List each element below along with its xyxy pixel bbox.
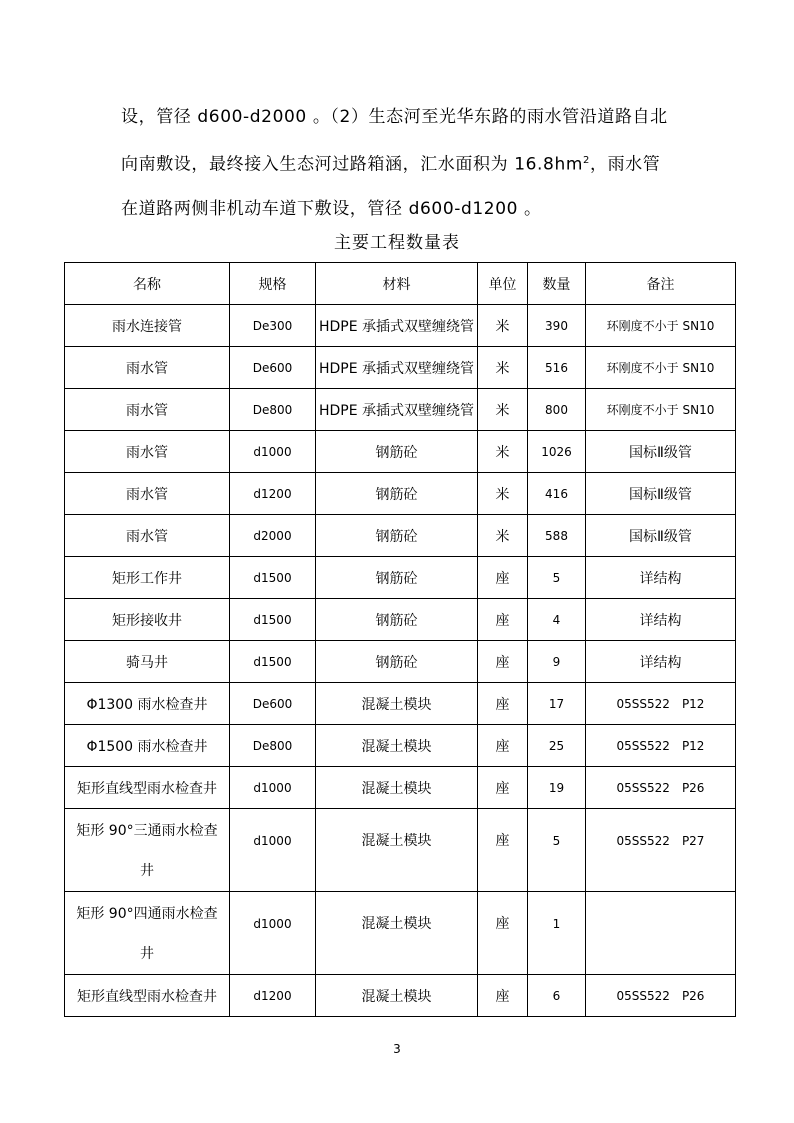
cell-spec: d1500	[230, 641, 316, 683]
cell-name: 矩形直线型雨水检查井	[65, 975, 230, 1017]
cell-quantity: 6	[528, 975, 586, 1017]
cell-quantity: 9	[528, 641, 586, 683]
page-number: 3	[393, 1042, 401, 1056]
table-row	[65, 347, 736, 389]
cell-unit: 座	[478, 809, 528, 892]
cell-remark: 环刚度不小于 SN10	[586, 389, 736, 431]
header-spec: 规格	[230, 263, 316, 305]
cell-spec: De800	[230, 389, 316, 431]
table-row	[65, 683, 736, 725]
cell-remark: 05SS522 P26	[586, 975, 736, 1017]
table-row	[65, 641, 736, 683]
cell-remark: 国标Ⅱ级管	[586, 431, 736, 473]
table-row	[65, 431, 736, 473]
cell-unit: 座	[478, 683, 528, 725]
cell-quantity: 1026	[528, 431, 586, 473]
table-row	[65, 767, 736, 809]
cell-unit: 座	[478, 767, 528, 809]
cell-material: 钢筋砼	[316, 515, 478, 557]
cell-name-line-2: 井	[140, 946, 154, 962]
paragraph-line-1: 设，管径 d600-d2000 。（2）生态河至光华东路的雨水管沿道路自北	[121, 107, 668, 127]
cell-quantity: 19	[528, 767, 586, 809]
cell-name: 矩形接收井	[65, 599, 230, 641]
cell-spec: d1500	[230, 599, 316, 641]
table-header-row	[65, 263, 736, 305]
cell-material: 混凝土模块	[316, 809, 478, 892]
cell-spec: d1000	[230, 431, 316, 473]
table-row	[65, 892, 736, 975]
cell-material: 钢筋砼	[316, 557, 478, 599]
table-row	[65, 809, 736, 892]
cell-material: 混凝土模块	[316, 683, 478, 725]
header-quantity: 数量	[528, 263, 586, 305]
cell-name-line-1: 矩形 90°四通雨水检查	[76, 906, 218, 922]
cell-quantity: 1	[528, 892, 586, 975]
cell-remark: 05SS522 P12	[586, 683, 736, 725]
cell-material: 混凝土模块	[316, 767, 478, 809]
cell-spec: De300	[230, 305, 316, 347]
cell-unit: 座	[478, 725, 528, 767]
cell-quantity: 588	[528, 515, 586, 557]
cell-remark: 详结构	[586, 599, 736, 641]
cell-unit: 座	[478, 975, 528, 1017]
cell-name: 雨水连接管	[65, 305, 230, 347]
paragraph-line-2	[121, 139, 681, 187]
cell-unit: 座	[478, 599, 528, 641]
cell-material: 钢筋砼	[316, 641, 478, 683]
header-name: 名称	[65, 263, 230, 305]
cell-spec: d1200	[230, 473, 316, 515]
cell-name: 雨水管	[65, 347, 230, 389]
cell-remark: 国标Ⅱ级管	[586, 515, 736, 557]
cell-name: 雨水管	[65, 431, 230, 473]
cell-unit: 座	[478, 557, 528, 599]
cell-material: 混凝土模块	[316, 725, 478, 767]
cell-spec: d2000	[230, 515, 316, 557]
body-paragraph	[121, 95, 681, 231]
cell-spec: d1000	[230, 892, 316, 975]
cell-material: 钢筋砼	[316, 599, 478, 641]
header-unit: 单位	[478, 263, 528, 305]
paragraph-line-2-text: 向南敷设，最终接入生态河过路箱涵，汇水面积为 16.8hm	[121, 154, 583, 175]
cell-name	[65, 809, 230, 892]
cell-unit: 米	[478, 389, 528, 431]
table-row	[65, 473, 736, 515]
table-row	[65, 975, 736, 1017]
cell-name: 矩形直线型雨水检查井	[65, 767, 230, 809]
cell-name-line-1: 矩形 90°三通雨水检查	[76, 823, 218, 839]
cell-unit: 座	[478, 892, 528, 975]
cell-material: HDPE 承插式双壁缠绕管	[316, 305, 478, 347]
cell-name: 矩形工作井	[65, 557, 230, 599]
cell-quantity: 5	[528, 809, 586, 892]
table-row	[65, 557, 736, 599]
cell-remark: 环刚度不小于 SN10	[586, 347, 736, 389]
quantity-table	[64, 262, 736, 1017]
paragraph-line-3: 在道路两侧非机动车道下敷设，管径 d600-d1200 。	[121, 198, 542, 219]
cell-spec: d1200	[230, 975, 316, 1017]
cell-unit: 米	[478, 347, 528, 389]
cell-material: 混凝土模块	[316, 892, 478, 975]
cell-remark: 05SS522 P12	[586, 725, 736, 767]
cell-spec: De600	[230, 683, 316, 725]
cell-material: 钢筋砼	[316, 431, 478, 473]
cell-material: 混凝土模块	[316, 975, 478, 1017]
table-caption: 主要工程数量表	[334, 233, 460, 253]
cell-quantity: 4	[528, 599, 586, 641]
cell-unit: 米	[478, 431, 528, 473]
cell-material: HDPE 承插式双壁缠绕管	[316, 347, 478, 389]
cell-name-line-2: 井	[140, 863, 154, 879]
cell-name: Φ1300 雨水检查井	[65, 683, 230, 725]
cell-remark: 国标Ⅱ级管	[586, 473, 736, 515]
cell-quantity: 390	[528, 305, 586, 347]
cell-unit: 米	[478, 473, 528, 515]
cell-spec: De600	[230, 347, 316, 389]
header-remark: 备注	[586, 263, 736, 305]
cell-spec: d1500	[230, 557, 316, 599]
header-material: 材料	[316, 263, 478, 305]
cell-quantity: 17	[528, 683, 586, 725]
cell-unit: 米	[478, 305, 528, 347]
cell-name: 雨水管	[65, 473, 230, 515]
cell-material: HDPE 承插式双壁缠绕管	[316, 389, 478, 431]
cell-quantity: 800	[528, 389, 586, 431]
table-row	[65, 599, 736, 641]
cell-unit: 座	[478, 641, 528, 683]
cell-spec: De800	[230, 725, 316, 767]
cell-remark: 05SS522 P26	[586, 767, 736, 809]
table-row	[65, 305, 736, 347]
cell-remark: 详结构	[586, 641, 736, 683]
cell-name: Φ1500 雨水检查井	[65, 725, 230, 767]
superscript-2: 2	[583, 155, 590, 166]
cell-name: 骑马井	[65, 641, 230, 683]
table-row	[65, 515, 736, 557]
cell-name: 雨水管	[65, 389, 230, 431]
table-row	[65, 725, 736, 767]
table-row	[65, 389, 736, 431]
cell-quantity: 25	[528, 725, 586, 767]
cell-name	[65, 892, 230, 975]
cell-name: 雨水管	[65, 515, 230, 557]
cell-spec: d1000	[230, 809, 316, 892]
cell-quantity: 416	[528, 473, 586, 515]
cell-quantity: 516	[528, 347, 586, 389]
paragraph-line-2-tail: ，雨水管	[589, 154, 661, 175]
cell-remark	[586, 892, 736, 975]
cell-spec: d1000	[230, 767, 316, 809]
cell-quantity: 5	[528, 557, 586, 599]
cell-remark: 05SS522 P27	[586, 809, 736, 892]
cell-unit: 米	[478, 515, 528, 557]
cell-material: 钢筋砼	[316, 473, 478, 515]
cell-remark: 环刚度不小于 SN10	[586, 305, 736, 347]
cell-remark: 详结构	[586, 557, 736, 599]
